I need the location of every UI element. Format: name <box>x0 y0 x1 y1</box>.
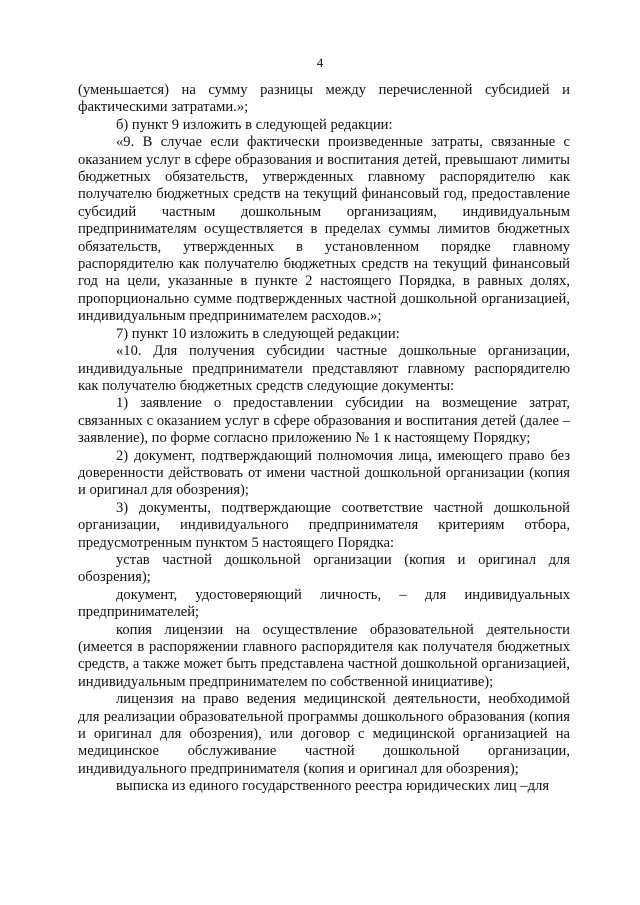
paragraph: (уменьшается) на сумму разницы между перечисленной субсидией и фактическими затратами.»; <box>78 82 570 116</box>
paragraph: копия лицензии на осуществление образовательной деятельности (имеется в распоряжении главного распорядителя как получателя бюджетных средств, а также может быть представлена частной дошкольной организацией, индивидуальным предпринимателем по собственной инициативе); <box>78 621 570 690</box>
paragraph: 1) заявление о предоставлении субсидии на возмещение затрат, связанных с оказанием услуг в сфере образования и воспитания детей (далее – заявление), по форме согласно приложению № 1 к настоящему Порядку; <box>78 395 570 447</box>
document-body <box>78 82 570 796</box>
page-number: 4 <box>316 55 324 70</box>
paragraph: 3) документы, подтверждающие соответствие частной дошкольной организации, индивидуального предпринимателя критериям отбора, предусмотренным пунктом 5 настоящего Порядка: <box>78 499 570 551</box>
paragraph: лицензия на право ведения медицинской деятельности, необходимой для реализации образовательной программы дошкольного образования (копия и оригинал для обозрения), или договор с медицинской организацией на медицинское обслуживание частной дошкольной организации, индивидуального предпринимателя (копия и оригинал для обозрения); <box>78 691 570 777</box>
paragraph: 2) документ, подтверждающий полномочия лица, имеющего право без доверенности действовать от имени частной дошкольной организации (копия и оригинал для обозрения); <box>78 447 570 499</box>
paragraph: 7) пункт 10 изложить в следующей редакции: <box>116 325 400 342</box>
paragraph: «10. Для получения субсидии частные дошкольные организации, индивидуальные предприниматели представляют главному распорядителю как получателю бюджетных средств следующие документы: <box>78 343 570 394</box>
paragraph: «9. В случае если фактически произведенные затраты, связанные с оказанием услуг в сфере образования и воспитания детей, превышают лимиты бюджетных обязательств, утвержденных главному распорядителю как получателю бюджетных средств на текущий финансовый год, предоставление субсидий частным дошкольным организациям, индивидуальным предпринимателям осуществляется в пределах суммы лимитов бюджетных обязательств, утвержденных в установленном порядке главному распорядителю как получателю бюджетных средств на текущий финансовый год на цели, указанные в пункте 2 настоящего Порядка, в равных долях, пропорционально сумме подтвержденных частной дошкольной организацией, индивидуальным предпринимателем расходов.»; <box>78 134 570 325</box>
paragraph: устав частной дошкольной организации (копия и оригинал для обозрения); <box>78 551 570 586</box>
paragraph: б) пункт 9 изложить в следующей редакции: <box>116 116 393 133</box>
paragraph: выписка из единого государственного реестра юридических лиц –для <box>116 778 550 795</box>
paragraph: документ, удостоверяющий личность, – для индивидуальных предпринимателей; <box>78 586 570 621</box>
